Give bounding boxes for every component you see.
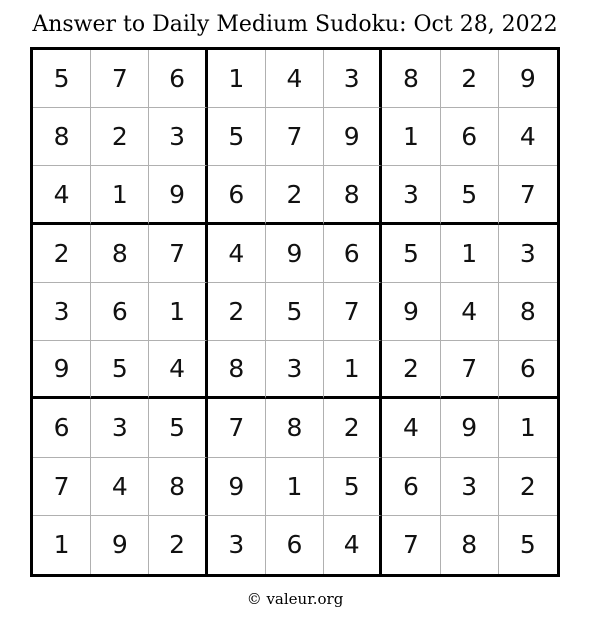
sudoku-cell-r6-c6: 1: [324, 341, 382, 399]
sudoku-cell-r4-c8: 1: [441, 225, 499, 283]
sudoku-cell-r9-c5: 6: [266, 516, 324, 574]
sudoku-cell-r7-c1: 6: [33, 399, 91, 457]
sudoku-cell-r6-c7: 2: [382, 341, 440, 399]
sudoku-cell-r9-c3: 2: [149, 516, 207, 574]
sudoku-cell-r3-c1: 4: [33, 166, 91, 224]
puzzle-title: Answer to Daily Medium Sudoku: Oct 28, 2022: [32, 12, 558, 37]
sudoku-cell-r6-c5: 3: [266, 341, 324, 399]
sudoku-cell-r5-c1: 3: [33, 283, 91, 341]
sudoku-cell-r9-c8: 8: [441, 516, 499, 574]
sudoku-cell-r8-c6: 5: [324, 458, 382, 516]
sudoku-cell-r7-c6: 2: [324, 399, 382, 457]
sudoku-cell-r7-c4: 7: [208, 399, 266, 457]
sudoku-cell-r4-c7: 5: [382, 225, 440, 283]
sudoku-cell-r1-c3: 6: [149, 50, 207, 108]
sudoku-cell-r5-c8: 4: [441, 283, 499, 341]
sudoku-cell-r8-c3: 8: [149, 458, 207, 516]
sudoku-cell-r4-c4: 4: [208, 225, 266, 283]
sudoku-cell-r1-c8: 2: [441, 50, 499, 108]
sudoku-cell-r1-c5: 4: [266, 50, 324, 108]
sudoku-cell-r4-c2: 8: [91, 225, 149, 283]
sudoku-cell-r2-c2: 2: [91, 108, 149, 166]
sudoku-cell-r7-c9: 1: [499, 399, 557, 457]
sudoku-cell-r2-c8: 6: [441, 108, 499, 166]
sudoku-cell-r3-c9: 7: [499, 166, 557, 224]
sudoku-cell-r3-c2: 1: [91, 166, 149, 224]
sudoku-cell-r9-c7: 7: [382, 516, 440, 574]
sudoku-cell-r5-c5: 5: [266, 283, 324, 341]
sudoku-cell-r8-c5: 1: [266, 458, 324, 516]
sudoku-cell-r6-c9: 6: [499, 341, 557, 399]
sudoku-cell-r3-c8: 5: [441, 166, 499, 224]
sudoku-cell-r8-c4: 9: [208, 458, 266, 516]
sudoku-cell-r2-c6: 9: [324, 108, 382, 166]
sudoku-cell-r7-c5: 8: [266, 399, 324, 457]
sudoku-cell-r8-c2: 4: [91, 458, 149, 516]
sudoku-cell-r2-c1: 8: [33, 108, 91, 166]
sudoku-cell-r9-c2: 9: [91, 516, 149, 574]
sudoku-cell-r8-c8: 3: [441, 458, 499, 516]
sudoku-cell-r3-c6: 8: [324, 166, 382, 224]
sudoku-cell-r3-c3: 9: [149, 166, 207, 224]
sudoku-cell-r6-c2: 5: [91, 341, 149, 399]
sudoku-cell-r1-c2: 7: [91, 50, 149, 108]
sudoku-cell-r6-c8: 7: [441, 341, 499, 399]
sudoku-cell-r6-c1: 9: [33, 341, 91, 399]
sudoku-cell-r4-c3: 7: [149, 225, 207, 283]
sudoku-cell-r5-c7: 9: [382, 283, 440, 341]
sudoku-cell-r2-c3: 3: [149, 108, 207, 166]
sudoku-cell-r9-c4: 3: [208, 516, 266, 574]
sudoku-cell-r5-c6: 7: [324, 283, 382, 341]
sudoku-cell-r7-c8: 9: [441, 399, 499, 457]
sudoku-cell-r3-c5: 2: [266, 166, 324, 224]
sudoku-cell-r8-c9: 2: [499, 458, 557, 516]
sudoku-cell-r5-c2: 6: [91, 283, 149, 341]
sudoku-cell-r2-c9: 4: [499, 108, 557, 166]
sudoku-cell-r4-c6: 6: [324, 225, 382, 283]
sudoku-cell-r1-c7: 8: [382, 50, 440, 108]
sudoku-cell-r5-c4: 2: [208, 283, 266, 341]
sudoku-cell-r1-c9: 9: [499, 50, 557, 108]
sudoku-cell-r6-c4: 8: [208, 341, 266, 399]
sudoku-cell-r4-c5: 9: [266, 225, 324, 283]
sudoku-cell-r4-c9: 3: [499, 225, 557, 283]
sudoku-cell-r3-c7: 3: [382, 166, 440, 224]
sudoku-cell-r8-c1: 7: [33, 458, 91, 516]
sudoku-board: [30, 47, 560, 577]
sudoku-cell-r5-c9: 8: [499, 283, 557, 341]
sudoku-cell-r7-c3: 5: [149, 399, 207, 457]
sudoku-cell-r2-c4: 5: [208, 108, 266, 166]
sudoku-cell-r2-c5: 7: [266, 108, 324, 166]
sudoku-cell-r7-c2: 3: [91, 399, 149, 457]
sudoku-cell-r9-c6: 4: [324, 516, 382, 574]
sudoku-cell-r9-c9: 5: [519, 530, 536, 560]
sudoku-cell-r5-c3: 1: [149, 283, 207, 341]
sudoku-cell-r7-c7: 4: [382, 399, 440, 457]
sudoku-cell-r3-c4: 6: [208, 166, 266, 224]
sudoku-cell-r9-c1: 1: [33, 516, 91, 574]
sudoku-cell-r2-c7: 1: [382, 108, 440, 166]
sudoku-cell-r4-c1: 2: [33, 225, 91, 283]
sudoku-cell-r1-c4: 1: [208, 50, 266, 108]
sudoku-cell-r1-c6: 3: [324, 50, 382, 108]
sudoku-cell-r6-c3: 4: [149, 341, 207, 399]
sudoku-cell-r1-c1: 5: [33, 50, 91, 108]
sudoku-cell-r8-c7: 6: [382, 458, 440, 516]
copyright-footer: © valeur.org: [246, 590, 344, 608]
